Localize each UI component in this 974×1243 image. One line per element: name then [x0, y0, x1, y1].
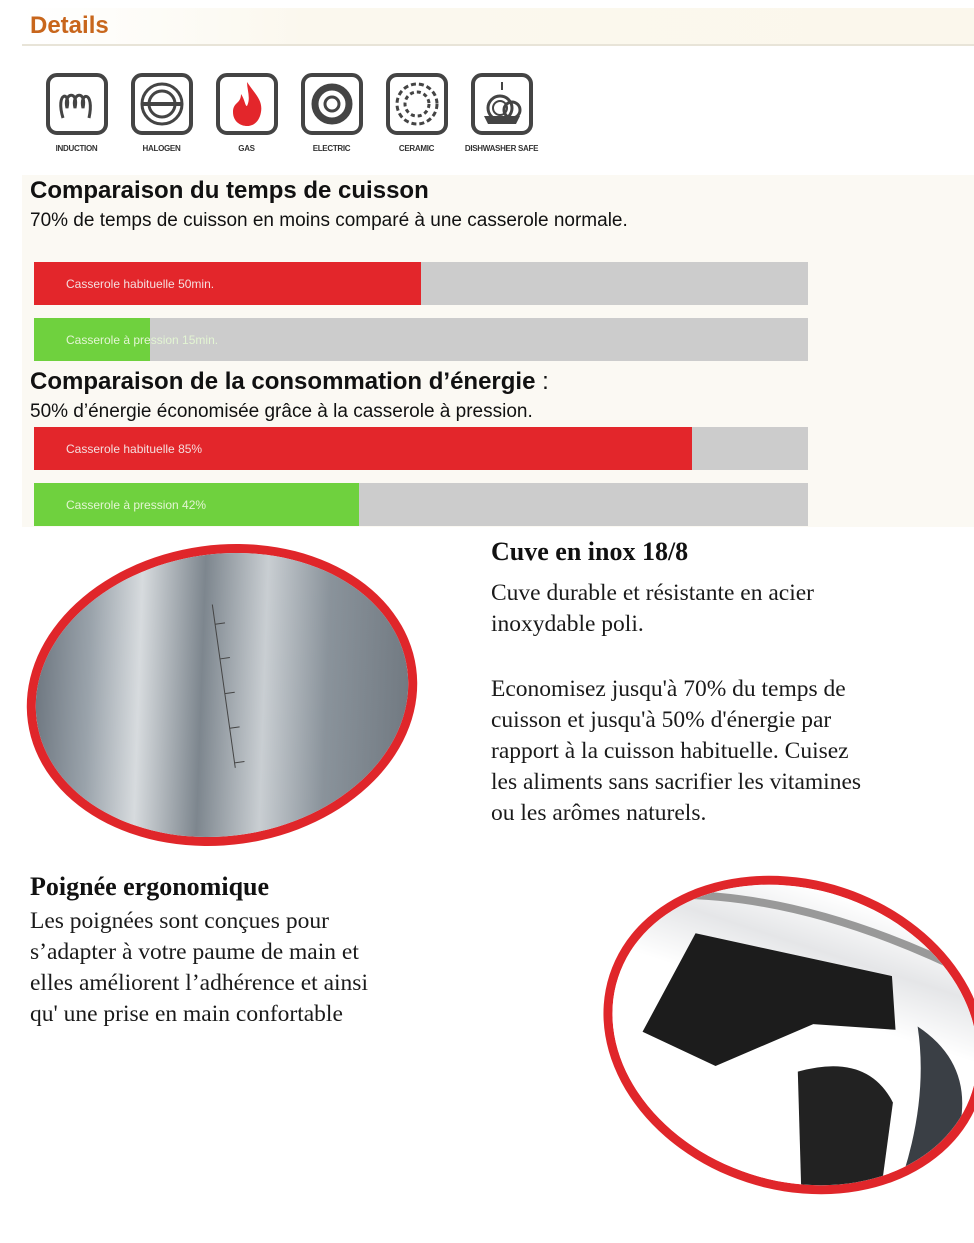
energy-bar-pressure: [34, 483, 808, 526]
handle-illustration: [573, 839, 974, 1232]
cooking-time-title: Comparaison du temps de cuisson: [30, 177, 429, 204]
text-line: qu' une prise en main confortable: [30, 1001, 343, 1027]
compat-ceramic: CERAMIC: [374, 72, 459, 153]
bar-label: Casserole habituelle 50min.: [66, 277, 215, 291]
text-line: cuisson et jusqu'à 50% d'énergie par: [491, 707, 832, 733]
text-line: Cuve durable et résistante en acier: [491, 580, 814, 606]
energy-bar-normal: [34, 427, 808, 470]
bar-label: Casserole à pression 42%: [66, 498, 207, 512]
compat-dishwasher: DISHWASHER SAFE: [459, 72, 544, 153]
text-line: Les poignées sont conçues pour: [30, 908, 329, 934]
induction-icon: [45, 72, 109, 136]
dishwasher-icon: [470, 72, 534, 136]
compat-halogen: HALOGEN: [119, 72, 204, 153]
details-header: [22, 8, 974, 46]
text-line: rapport à la cuisson habituelle. Cuisez: [491, 738, 849, 764]
details-title: Details: [30, 12, 109, 39]
ceramic-icon: [385, 72, 449, 136]
pot-interior-photo: [7, 519, 437, 871]
text-line: Economisez jusqu'à 70% du temps de: [491, 676, 846, 702]
gas-flame-icon: [215, 72, 279, 136]
halogen-icon: [130, 72, 194, 136]
tank-title: Cuve en inox 18/8: [491, 537, 689, 566]
energy-title-suffix: :: [535, 368, 549, 395]
bar-label: Casserole à pression 15min.: [66, 333, 219, 347]
tank-benefits: [491, 674, 861, 829]
text-line: inoxydable poli.: [491, 611, 644, 637]
electric-icon: [300, 72, 364, 136]
bar-label: Casserole habituelle 85%: [66, 442, 203, 456]
cooking-bar-normal: [34, 262, 808, 305]
text-line: s’adapter à votre paume de main et: [30, 939, 359, 965]
energy-title: [30, 368, 549, 396]
compatibility-icons: [34, 72, 544, 153]
cooking-time-subtitle: 70% de temps de cuisson en moins comparé à une casserole normale.: [30, 210, 628, 231]
text-line: les aliments sans sacrifier les vitamines: [491, 769, 862, 795]
text-line: ou les arômes naturels.: [491, 800, 707, 826]
compat-gas: GAS: [204, 72, 289, 153]
text-line: elles améliorent l’adhérence et ainsi: [30, 970, 368, 996]
tank-description: [491, 578, 814, 640]
cooking-bar-pressure: [34, 318, 808, 361]
energy-title-text: Comparaison de la consommation d’énergie: [30, 368, 536, 395]
handle-title: Poignée ergonomique: [30, 872, 270, 901]
handle-photo: [562, 827, 974, 1242]
compat-electric: ELECTRIC: [289, 72, 374, 153]
compat-induction: INDUCTION: [34, 72, 119, 153]
handle-description: [30, 906, 368, 1030]
energy-subtitle: 50% d’énergie économisée grâce à la casserole à pression.: [30, 401, 533, 422]
